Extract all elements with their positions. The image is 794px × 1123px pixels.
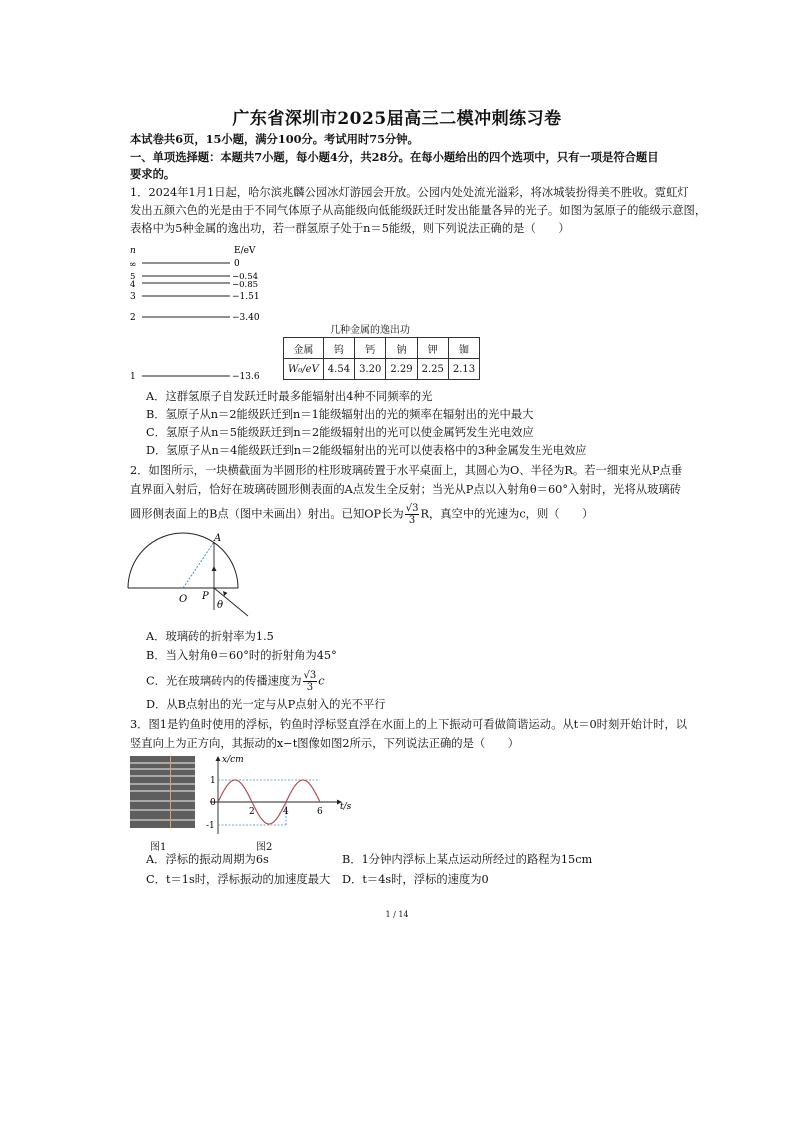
table-cell: 3.20 xyxy=(355,359,386,380)
x-tick-4: 4 xyxy=(283,807,289,817)
y-tick-1: 1 xyxy=(210,776,216,786)
oscillation-graph xyxy=(200,752,360,838)
y-tick-neg1: -1 xyxy=(206,821,215,831)
svg-text:−1.51: −1.51 xyxy=(232,292,260,302)
table-header-cell: 钙 xyxy=(355,338,386,359)
table-header-cell: 钨 xyxy=(323,338,354,359)
y-axis-label: x/cm xyxy=(222,755,244,765)
fraction-sqrt3-over-3: $\frac{√3}{3}$ xyxy=(303,670,317,693)
svg-text:4: 4 xyxy=(130,280,136,290)
glass-brick-diagram xyxy=(126,530,256,620)
figure1-caption: 图1 xyxy=(150,842,167,853)
q1-option-b: B．氢原子从n＝2能级跃迁到n＝1能级辐射出的光的频率在辐射出的光中最大 xyxy=(146,408,534,421)
svg-text:2: 2 xyxy=(130,313,136,323)
svg-text:1: 1 xyxy=(130,372,136,382)
q2-line2: 直界面入射后，恰好在玻璃砖圆形侧表面的A点发生全反射；当光从P点以入射角θ＝60°入射时，光将从玻璃砖 xyxy=(130,483,681,496)
x-axis-label: t/s xyxy=(340,802,352,812)
y-tick-0: 0 xyxy=(210,798,216,808)
energy-level-4 xyxy=(130,280,258,290)
energy-axis-label: E/eV xyxy=(234,246,256,256)
energy-level-diagram xyxy=(126,240,276,390)
svg-text:−0.54: −0.54 xyxy=(232,272,259,282)
q2-line1: 2．如图所示，一块横截面为半圆形的柱形玻璃砖置于水平桌面上，其圆心为O、半径为R。若一细束光从P点垂 xyxy=(130,464,683,477)
x-tick-2: 2 xyxy=(249,807,255,817)
fraction-sqrt3-over-3: $\frac{√3}{3}$ xyxy=(405,503,419,526)
fishing-float-photo xyxy=(130,756,195,828)
svg-text:5: 5 xyxy=(130,272,136,282)
page-title: 广东省深圳市2025届高三二模冲刺练习卷 xyxy=(232,109,562,129)
table-cell: 4.54 xyxy=(323,359,354,380)
q1-line1: 1．2024年1月1日起，哈尔滨兆麟公园冰灯游园会开放。公园内处处流光溢彩，将冰城装扮得美不胜收。霓虹灯 xyxy=(130,186,689,199)
q3-option-a: A．浮标的振动周期为6s xyxy=(146,853,269,866)
svg-text:−13.6: −13.6 xyxy=(232,372,260,382)
q2-option-b: B．当入射角θ＝60°时的折射角为45° xyxy=(146,649,337,662)
energy-level-1 xyxy=(130,372,260,382)
svg-text:−0.85: −0.85 xyxy=(232,280,259,290)
q1-option-a: A．这群氢原子自发跃迁时最多能辐射出4种不同频率的光 xyxy=(146,390,433,403)
point-a-label: A xyxy=(214,533,222,544)
q3-line1: 3．图1是钓鱼时使用的浮标，钓鱼时浮标竖直浮在水面上的上下振动可看做简谐运动。从t＝0时刻开始计时，以 xyxy=(130,718,688,731)
q3-option-d: D．t＝4s时，浮标的速度为0 xyxy=(342,873,489,886)
x-tick-6: 6 xyxy=(317,807,323,817)
figure2-caption: 图2 xyxy=(256,842,273,853)
q3-line2: 竖直向上为正方向，其振动的x−t图像如图2所示，下列说法正确的是（ ） xyxy=(130,737,520,750)
exam-intro: 本试卷共6页，15小题，满分100分。考试用时75分钟。 xyxy=(130,132,419,146)
svg-text:3: 3 xyxy=(130,292,136,302)
table-row-label: W₀/eV xyxy=(284,359,324,380)
q3-option-b: B．1分钟内浮标上某点运动所经过的路程为15cm xyxy=(342,853,593,866)
section-heading-line1: 一、单项选择题：本题共7小题，每小题4分，共28分。在每小题给出的四个选项中，只有一项是符合题目 xyxy=(130,150,659,164)
table-cell: 2.29 xyxy=(386,359,417,380)
angle-theta-label: θ xyxy=(217,600,224,611)
svg-text:0: 0 xyxy=(234,259,240,269)
table-header-cell: 铷 xyxy=(448,338,479,359)
q1-line3: 表格中为5种金属的逸出功，若一群氢原子处于n＝5能级，则下列说法正确的是（ ） xyxy=(130,222,570,235)
section-heading-line2: 要求的。 xyxy=(130,167,176,181)
energy-level-2 xyxy=(130,313,260,323)
q2-option-d: D．从B点射出的光一定与从P点射入的光不平行 xyxy=(146,698,386,711)
q1-option-d: D．氢原子从n＝4能级跃迁到n＝2能级辐射出的光可以使表格中的3种金属发生光电效应 xyxy=(146,444,587,457)
q2-line3: 圆形侧表面上的B点（图中未画出）射出。已知OP长为 $\frac{√3}{3}$ R，真空中的光速为c，则（ ） xyxy=(130,503,594,526)
point-p-label: P xyxy=(202,591,209,602)
work-function-table xyxy=(283,337,480,380)
svg-text:∞: ∞ xyxy=(129,260,137,270)
svg-text:−3.40: −3.40 xyxy=(232,313,260,323)
energy-level-0 xyxy=(129,259,240,270)
q2-option-a: A．玻璃砖的折射率为1.5 xyxy=(146,630,274,643)
q2-option-c: C．光在玻璃砖内的传播速度为 $\frac{√3}{3}$ c xyxy=(146,670,325,693)
table-header-cell: 钠 xyxy=(386,338,417,359)
table-cell: 2.13 xyxy=(448,359,479,380)
table-header-cell: 钾 xyxy=(417,338,448,359)
q3-option-c: C．t＝1s时，浮标振动的加速度最大 xyxy=(146,873,331,886)
page-number: 1 / 14 xyxy=(385,910,409,919)
energy-level-3 xyxy=(130,292,260,302)
table-header-cell: 金属 xyxy=(284,338,324,359)
q1-option-c: C．氢原子从n＝5能级跃迁到n＝2能级辐射出的光可以使金属钙发生光电效应 xyxy=(146,426,534,439)
n-axis-label: n xyxy=(130,246,136,256)
work-function-table-caption: 几种金属的逸出功 xyxy=(330,325,410,336)
q1-line2: 发出五颜六色的光是由于不同气体原子从高能级向低能级跃迁时发出能量各异的光子。如图为氢原子的能级示意图， xyxy=(130,204,707,217)
table-cell: 2.25 xyxy=(417,359,448,380)
point-o-label: O xyxy=(179,594,188,605)
